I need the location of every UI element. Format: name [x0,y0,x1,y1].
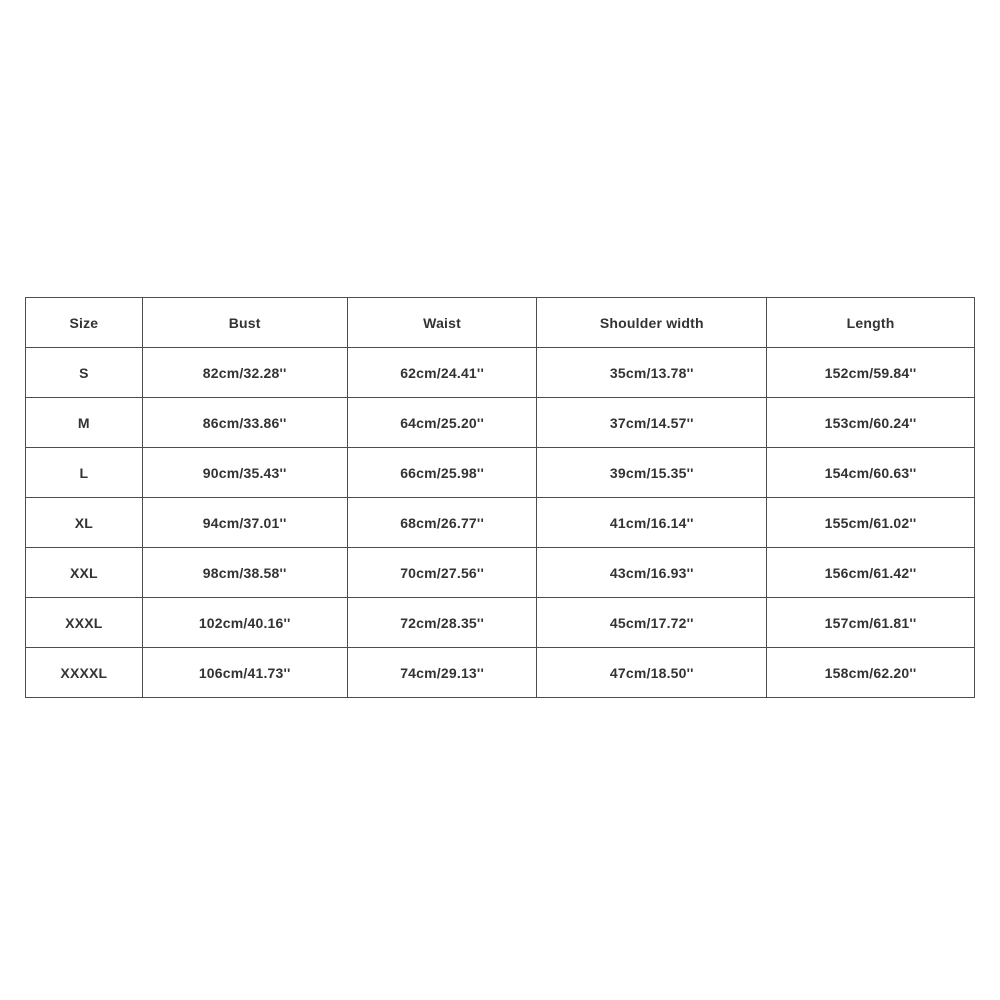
measurement-cell: 94cm/37.01'' [142,498,347,548]
measurement-cell: 157cm/61.81'' [767,598,975,648]
measurement-cell: 35cm/13.78'' [537,348,767,398]
measurement-cell: 70cm/27.56'' [347,548,537,598]
table-row-xxl [26,548,975,598]
size-chart-table [25,297,975,698]
size-cell: XXXXL [26,648,143,698]
size-cell: XXXL [26,598,143,648]
size-cell: S [26,348,143,398]
size-cell: L [26,448,143,498]
measurement-cell: 86cm/33.86'' [142,398,347,448]
measurement-cell: 74cm/29.13'' [347,648,537,698]
table-row-xxxl [26,598,975,648]
measurement-cell: 158cm/62.20'' [767,648,975,698]
header-row [26,298,975,348]
size-chart-body [26,348,975,698]
size-cell: XL [26,498,143,548]
measurement-cell: 152cm/59.84'' [767,348,975,398]
measurement-cell: 98cm/38.58'' [142,548,347,598]
measurement-cell: 106cm/41.73'' [142,648,347,698]
measurement-cell: 68cm/26.77'' [347,498,537,548]
measurement-cell: 39cm/15.35'' [537,448,767,498]
table-row-s [26,348,975,398]
size-cell: M [26,398,143,448]
table-row-xl [26,498,975,548]
header-cell-shoulder-width: Shoulder width [537,298,767,348]
table-row-l [26,448,975,498]
header-cell-length: Length [767,298,975,348]
measurement-cell: 62cm/24.41'' [347,348,537,398]
header-cell-size: Size [26,298,143,348]
measurement-cell: 72cm/28.35'' [347,598,537,648]
measurement-cell: 154cm/60.63'' [767,448,975,498]
table-row-xxxxl [26,648,975,698]
measurement-cell: 64cm/25.20'' [347,398,537,448]
measurement-cell: 66cm/25.98'' [347,448,537,498]
measurement-cell: 82cm/32.28'' [142,348,347,398]
header-cell-bust: Bust [142,298,347,348]
header-cell-waist: Waist [347,298,537,348]
measurement-cell: 45cm/17.72'' [537,598,767,648]
measurement-cell: 102cm/40.16'' [142,598,347,648]
size-chart-container [25,297,975,698]
measurement-cell: 153cm/60.24'' [767,398,975,448]
table-row-m [26,398,975,448]
measurement-cell: 41cm/16.14'' [537,498,767,548]
measurement-cell: 155cm/61.02'' [767,498,975,548]
measurement-cell: 90cm/35.43'' [142,448,347,498]
measurement-cell: 47cm/18.50'' [537,648,767,698]
size-cell: XXL [26,548,143,598]
measurement-cell: 156cm/61.42'' [767,548,975,598]
measurement-cell: 43cm/16.93'' [537,548,767,598]
measurement-cell: 37cm/14.57'' [537,398,767,448]
